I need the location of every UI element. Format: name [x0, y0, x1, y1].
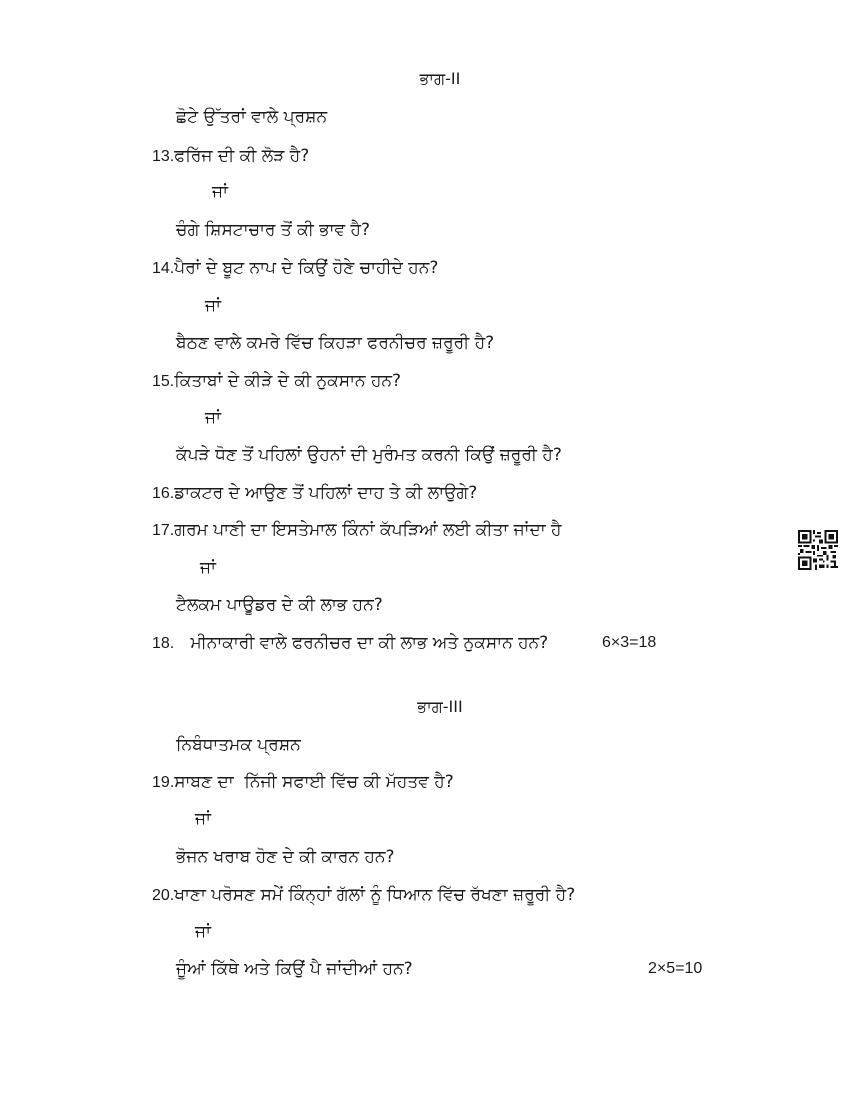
question-text: ਪੈਰਾਂ ਦੇ ਬੂਟ ਨਾਪ ਦੇ ਕਿਉਂ ਹੋਣੇ ਚਾਹੀਦੇ ਹਨ? [174, 258, 439, 278]
question-19-alt: ਭੋਜਨ ਖਰਾਬ ਹੋਣ ਦੇ ਕੀ ਕਾਰਨ ਹਨ? [176, 847, 395, 867]
question-19 [152, 771, 454, 794]
question-number: 20. [152, 887, 175, 904]
or-label: ਜਾਂ [195, 809, 211, 829]
question-17 [152, 519, 561, 542]
question-number: 15. [152, 373, 175, 390]
part3-marks: 2×5=10 [648, 960, 703, 977]
question-13-alt: ਚੰਗੇ ਸ਼ਿਸਟਾਚਾਰ ਤੋਂ ਕੀ ਭਾਵ ਹੈ? [176, 220, 371, 240]
question-text: ਡਾਕਟਰ ਦੇ ਆਉਣ ਤੋਂ ਪਹਿਲਾਂ ਦਾਹ ਤੇ ਕੀ ਲਾਉਗੇ? [174, 483, 478, 503]
question-number: 14. [152, 260, 175, 277]
question-text: ਕਿਤਾਬਾਂ ਦੇ ਕੀੜੇ ਦੇ ਕੀ ਨੁਕਸਾਨ ਹਨ? [174, 371, 402, 391]
question-text: ਸਾਬਣ ਦਾ ਨਿੱਜੀ ਸਫਾਈ ਵਿੱਚ ਕੀ ਮੱਹਤਵ ਹੈ? [174, 772, 454, 792]
question-20 [152, 884, 575, 907]
question-15 [152, 370, 401, 393]
question-17-alt: ਟੈਲਕਮ ਪਾਊਡਰ ਦੇ ਕੀ ਲਾਭ ਹਨ? [176, 595, 383, 615]
question-14 [152, 257, 438, 280]
question-text: ਫਰਿੱਜ ਦੀ ਕੀ ਲੋੜ ਹੈ? [174, 146, 310, 166]
or-label: ਜਾਂ [205, 408, 221, 428]
question-number: 19. [152, 774, 175, 791]
question-text: ਗਰਮ ਪਾਣੀ ਦਾ ਇਸਤੇਮਾਲ ਕਿੰਨਾਂ ਕੱਪੜਿਆਂ ਲਈ ਕੀਤਾ ਜਾਂਦਾ ਹੈ [174, 520, 562, 540]
part2-heading: ਭਾਗ-II [419, 69, 461, 88]
question-number: 17. [152, 522, 175, 539]
question-text: ਖਾਣਾ ਪਰੋਸਣ ਸਮੇਂ ਕਿੰਨ੍ਹਾਂ ਗੱਲਾਂ ਨੂੰ ਧਿਆਨ ਵਿੱਚ ਰੱਖਣਾ ਜ਼ਰੂਰੀ ਹੈ? [174, 885, 576, 905]
or-label: ਜਾਂ [205, 296, 221, 316]
part3-subheading: ਨਿਬੰਧਾਤਮਕ ਪ੍ਰਸ਼ਨ [176, 735, 301, 755]
part2-subheading: ਛੋਟੇ ਉੱਤਰਾਂ ਵਾਲੇ ਪ੍ਰਸ਼ਨ [176, 107, 328, 127]
question-16 [152, 482, 477, 505]
part3-heading: ਭਾਗ-III [417, 697, 463, 716]
part2-marks: 6×3=18 [602, 634, 657, 651]
or-label: ਜਾਂ [200, 558, 216, 578]
or-label: ਜਾਂ [212, 182, 228, 202]
question-18 [152, 632, 548, 655]
question-number: 16. [152, 485, 175, 502]
question-13 [152, 145, 309, 168]
question-20-alt: ਜੂੰਆਂ ਕਿੱਥੇ ਅਤੇ ਕਿਉਂ ਪੈ ਜਾਂਦੀਆਂ ਹਨ? [176, 959, 413, 979]
question-number: 13. [152, 148, 175, 165]
or-label: ਜਾਂ [195, 922, 211, 942]
question-text: ਮੀਨਾਕਾਰੀ ਵਾਲੇ ਫਰਨੀਚਰ ਦਾ ਕੀ ਲਾਭ ਅਤੇ ਨੁਕਸਾਨ ਹਨ? [190, 633, 549, 653]
question-number: 18. [152, 635, 175, 652]
question-15-alt: ਕੱਪੜੇ ਧੋਣ ਤੋਂ ਪਹਿਲਾਂ ਉਹਨਾਂ ਦੀ ਮੁਰੰਮਤ ਕਰਨੀ ਕਿਉਂ ਜ਼ਰੂਰੀ ਹੈ? [176, 445, 562, 465]
question-14-alt: ਬੈਠਣ ਵਾਲੇ ਕਮਰੇ ਵਿੱਚ ਕਿਹੜਾ ਫਰਨੀਚਰ ਜ਼ਰੂਰੀ ਹੈ? [176, 333, 495, 353]
qr-code-icon [798, 530, 838, 570]
